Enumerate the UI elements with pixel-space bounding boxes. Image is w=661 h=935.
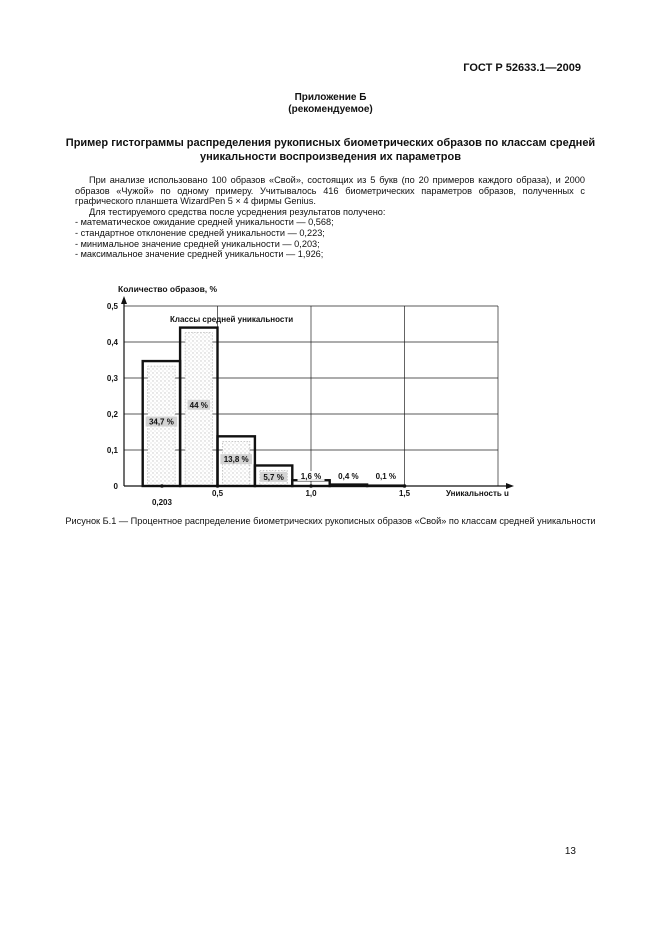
appendix-status: (рекомендуемое)	[288, 104, 373, 115]
list-item: - стандартное отклонение средней уникальности — 0,223;	[75, 227, 325, 238]
bar-value-label: 44 %	[189, 400, 208, 410]
list-item: - максимальное значение средней уникальности — 1,926;	[75, 249, 324, 260]
y-tick-label: 0	[113, 482, 118, 491]
y-tick-label: 0,3	[106, 374, 118, 383]
list-item: - математическое ожидание средней уникальности — 0,568;	[75, 217, 334, 228]
bar-value-label: 0,4 %	[338, 472, 359, 481]
bar-value-label: 13,8 %	[223, 455, 249, 465]
bar-value-label: 5,7 %	[263, 472, 284, 482]
standard-header: ГОСТ Р 52633.1—2009	[463, 62, 581, 74]
x-tick-mark	[403, 484, 407, 488]
x-axis-label: Уникальность u	[446, 489, 509, 498]
y-tick-label: 0,1	[106, 446, 118, 455]
section-title: Пример гистограммы распределения рукописных биометрических образов по классам средней уникальности воспроизведения их параметров	[65, 137, 596, 163]
stats-list	[75, 217, 585, 259]
x-tick-label: 0,203	[151, 498, 172, 507]
histogram-chart	[80, 280, 540, 510]
bar-value-label: 1,6 %	[300, 472, 322, 481]
paragraph-2: Для тестируемого средства после усреднения результатов получено:	[89, 206, 386, 217]
paragraph-1: При анализе использовано 100 образов «Свой», состоящих из 5 букв (по 20 примеров каждого образа), и 2000 образов «Чужой» по одному примеру. Учитывалось 416 биометрических параметров образов, полученных с графического планшета WizardPen 5 × 4 фирмы Genius.	[75, 175, 585, 207]
x-tick-label: 1,5	[398, 489, 411, 498]
list-item: - минимальное значение средней уникальности — 0,203;	[75, 238, 320, 249]
x-tick-mark	[160, 484, 164, 488]
y-tick-label: 0,5	[106, 302, 118, 311]
x-tick-mark	[216, 484, 220, 488]
y-axis-label: Количество образов, %	[118, 284, 218, 294]
x-tick-label: 0,5	[211, 489, 224, 498]
appendix-heading	[0, 92, 661, 116]
y-axis-arrow	[121, 296, 127, 304]
x-tick-label: 1,0	[305, 489, 317, 498]
bar-value-label: 34,7 %	[148, 417, 174, 427]
y-tick-label: 0,4	[106, 338, 118, 347]
figure-caption: Рисунок Б.1 — Процентное распределение биометрических рукописных образов «Свой» по классам средней уникальности	[65, 516, 596, 526]
y-tick-label: 0,2	[106, 410, 118, 419]
body-text	[75, 175, 585, 260]
chart-title: Классы средней уникальности	[170, 315, 294, 324]
bar-value-label: 0,1 %	[375, 472, 397, 481]
page-number: 13	[564, 846, 576, 857]
x-tick-mark	[309, 484, 313, 488]
appendix-title: Приложение Б	[294, 92, 367, 103]
